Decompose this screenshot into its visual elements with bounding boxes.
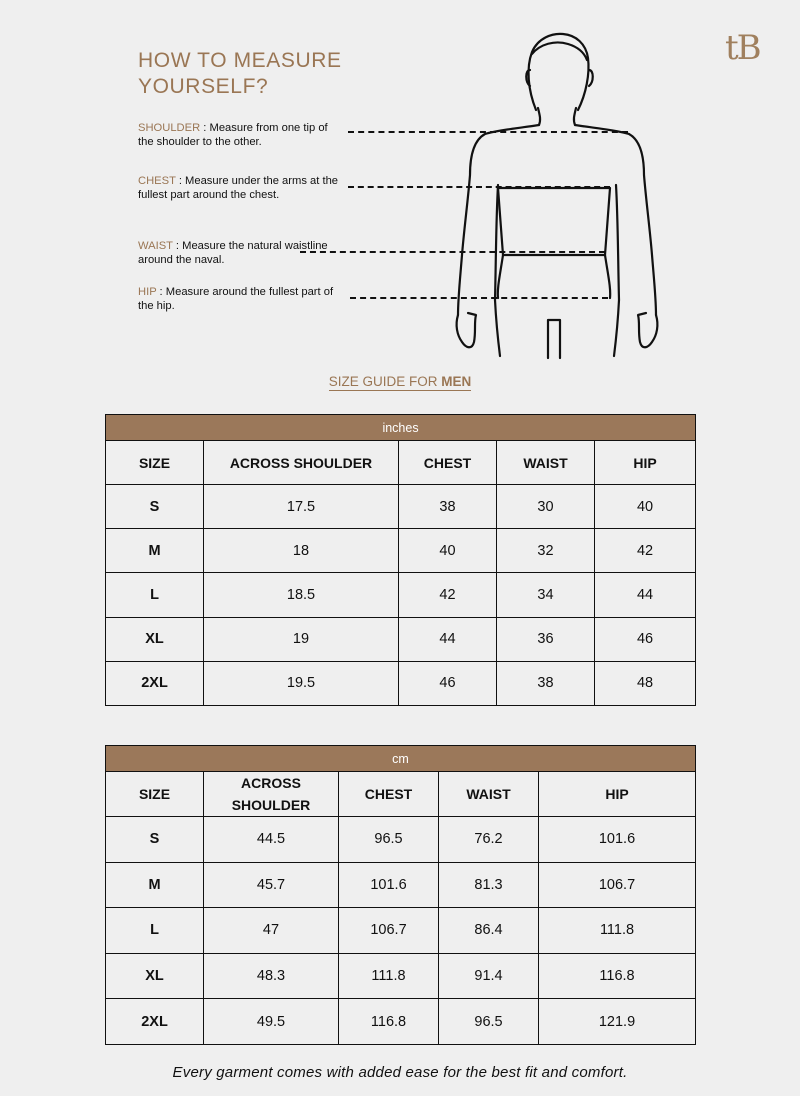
table-row (106, 999, 696, 1045)
size-guide-link[interactable] (0, 374, 800, 389)
hip-cell: 116.8 (539, 953, 696, 999)
fit-footnote: Every garment comes with added ease for the best fit and comfort. (172, 1064, 628, 1081)
waist-cell: 36 (497, 617, 595, 661)
waist-text: : Measure the natural waistline around the naval. (138, 240, 328, 266)
col-header-size: SIZE (106, 441, 204, 485)
hip-cell: 42 (595, 529, 696, 573)
hip-instruction (138, 286, 343, 313)
shoulder-cell: 19 (204, 617, 399, 661)
shoulder-cell: 18 (204, 529, 399, 573)
shoulder-cell: 45.7 (204, 862, 339, 908)
waist-cell: 86.4 (439, 908, 539, 954)
size-cell: M (106, 529, 204, 573)
unit-header-cm: cm (106, 746, 696, 772)
waist-cell: 81.3 (439, 862, 539, 908)
hip-cell: 106.7 (539, 862, 696, 908)
hip-cell: 40 (595, 485, 696, 529)
hip-label: HIP (138, 286, 157, 298)
col-header-hip: HIP (539, 772, 696, 817)
chest-cell: 111.8 (339, 953, 439, 999)
table-row (106, 953, 696, 999)
shoulder-cell: 47 (204, 908, 339, 954)
table-row (106, 862, 696, 908)
size-cell: L (106, 908, 204, 954)
size-table-inches (105, 414, 696, 706)
size-cell: M (106, 862, 204, 908)
table-row (106, 908, 696, 954)
col-header-waist: WAIST (497, 441, 595, 485)
waist-cell: 32 (497, 529, 595, 573)
shoulder-text: : Measure from one tip of the shoulder to the other. (138, 122, 328, 148)
shoulder-label: SHOULDER (138, 122, 201, 134)
hip-cell: 44 (595, 573, 696, 617)
table-row (106, 573, 696, 617)
waist-cell: 38 (497, 661, 595, 705)
page-title (138, 48, 342, 100)
waist-cell: 96.5 (439, 999, 539, 1045)
size-cell: 2XL (106, 661, 204, 705)
chest-cell: 40 (399, 529, 497, 573)
col-header-chest: CHEST (339, 772, 439, 817)
chest-cell: 101.6 (339, 862, 439, 908)
body-outline-figure (440, 30, 670, 365)
shoulder-instruction (138, 122, 343, 149)
table-row (106, 661, 696, 705)
chest-cell: 96.5 (339, 817, 439, 863)
size-cell: 2XL (106, 999, 204, 1045)
hip-cell: 101.6 (539, 817, 696, 863)
table-row (106, 617, 696, 661)
table-row (106, 485, 696, 529)
waist-cell: 30 (497, 485, 595, 529)
hip-cell: 121.9 (539, 999, 696, 1045)
hip-cell: 46 (595, 617, 696, 661)
size-cell: L (106, 573, 204, 617)
shoulder-cell: 44.5 (204, 817, 339, 863)
size-cell: XL (106, 953, 204, 999)
chest-cell: 44 (399, 617, 497, 661)
col-header-shoulder: ACROSS SHOULDER (204, 772, 339, 817)
chest-instruction (138, 175, 343, 202)
chest-cell: 116.8 (339, 999, 439, 1045)
size-cell: XL (106, 617, 204, 661)
shoulder-cell: 48.3 (204, 953, 339, 999)
col-header-shoulder: ACROSS SHOULDER (204, 441, 399, 485)
chest-cell: 106.7 (339, 908, 439, 954)
waist-cell: 34 (497, 573, 595, 617)
shoulder-cell: 18.5 (204, 573, 399, 617)
hip-cell: 111.8 (539, 908, 696, 954)
waist-instruction (138, 240, 343, 267)
shoulder-cell: 17.5 (204, 485, 399, 529)
waist-cell: 91.4 (439, 953, 539, 999)
chest-cell: 38 (399, 485, 497, 529)
waist-label: WAIST (138, 240, 173, 252)
col-header-waist: WAIST (439, 772, 539, 817)
chest-cell: 42 (399, 573, 497, 617)
size-table-cm (105, 745, 696, 1045)
shoulder-cell: 19.5 (204, 661, 399, 705)
waist-cell: 76.2 (439, 817, 539, 863)
title-line-1: HOW TO MEASURE (138, 49, 342, 72)
chest-label: CHEST (138, 175, 176, 187)
unit-header-inches: inches (106, 415, 696, 441)
chest-text: : Measure under the arms at the fullest part around the chest. (138, 175, 339, 201)
hip-text: : Measure around the fullest part of the hip. (138, 286, 334, 312)
col-header-size: SIZE (106, 772, 204, 817)
hip-cell: 48 (595, 661, 696, 705)
size-guide-prefix: SIZE GUIDE FOR (328, 374, 442, 389)
shoulder-cell: 49.5 (204, 999, 339, 1045)
table-row (106, 817, 696, 863)
title-line-2: YOURSELF? (138, 75, 269, 98)
col-header-chest: CHEST (399, 441, 497, 485)
brand-logo: tB (725, 28, 760, 68)
chest-cell: 46 (399, 661, 497, 705)
size-guide-gender: MEN (441, 374, 472, 389)
size-cell: S (106, 817, 204, 863)
size-cell: S (106, 485, 204, 529)
col-header-hip: HIP (595, 441, 696, 485)
table-row (106, 529, 696, 573)
